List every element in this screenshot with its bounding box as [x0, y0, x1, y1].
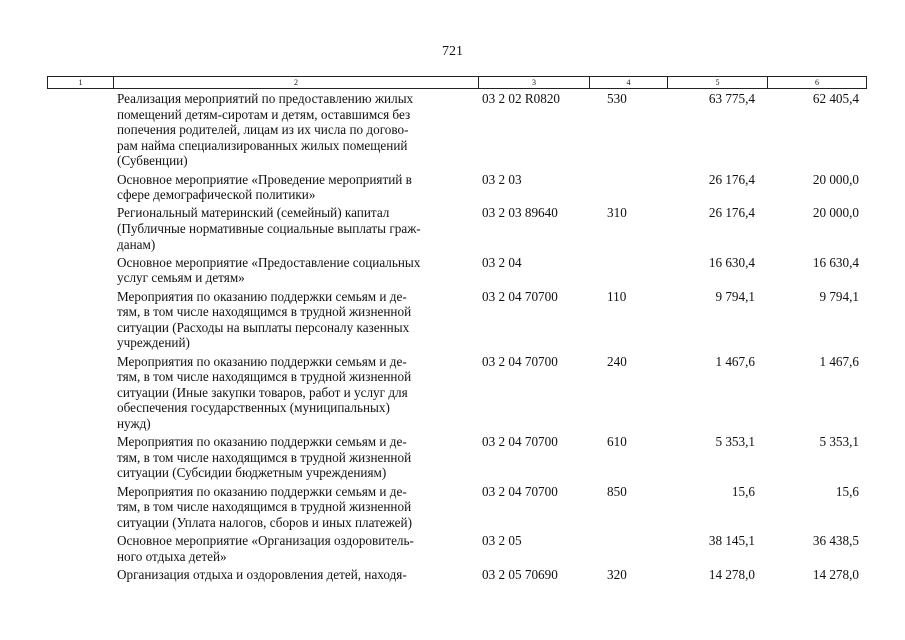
row-name: [117, 205, 469, 252]
row-value-col6: 36 438,5: [812, 533, 859, 548]
row-name-line: ситуации (Уплата налогов, сборов и иных платежей): [117, 514, 412, 530]
row-value-col5: 14 278,0: [708, 566, 755, 582]
column-number-1: 1: [78, 78, 83, 87]
row-name-line: рам найма специализированных жилых помещений: [117, 137, 408, 153]
row-name-line: Мероприятия по оказанию поддержки семьям и де-: [117, 353, 407, 369]
row-code: 03 2 05: [482, 533, 522, 548]
row-code: 03 2 02 R0820: [482, 91, 561, 106]
row-name-line: Основное мероприятие «Организация оздоровитель-: [117, 533, 414, 548]
row-name: [117, 172, 469, 203]
row-name-line: нужд): [117, 415, 151, 431]
row-name-line: ситуации (Субсидии бюджетным учреждениям): [117, 465, 387, 481]
row-name: [117, 289, 469, 351]
row-name-line: обеспечения государственных (муниципальных): [117, 400, 390, 416]
row-expense-type: 320: [607, 566, 627, 582]
page-number: 721: [442, 44, 463, 59]
row-name-line: тям, в том числе находящимся в трудной жизненной: [117, 499, 412, 515]
row-value-col5: 63 775,4: [708, 91, 755, 106]
row-code: 03 2 05 70690: [482, 566, 558, 582]
row-value-col5: 16 630,4: [708, 254, 755, 270]
row-value-col6: 9 794,1: [819, 288, 859, 304]
row-name-line: тям, в том числе находящимся в трудной жизненной: [117, 369, 412, 385]
row-code: 03 2 04 70700: [482, 353, 558, 369]
row-name: [117, 354, 469, 432]
row-value-col5: 9 794,1: [715, 288, 755, 304]
column-number-6: 6: [767, 77, 866, 88]
row-value-col5: 15,6: [731, 483, 755, 499]
row-value-col5: 5 353,1: [715, 434, 755, 450]
row-code: 03 2 03: [482, 171, 522, 187]
row-code: 03 2 04 70700: [482, 483, 558, 499]
row-code: 03 2 04 70700: [482, 434, 558, 450]
row-name: [117, 434, 469, 481]
row-name-line: помещений детям-сиротам и детям, оставшимся без: [117, 106, 411, 122]
row-value-col6: 5 353,1: [819, 434, 859, 450]
row-name-line: Реализация мероприятий по предоставлению жилых: [117, 91, 414, 106]
row-expense-type: 240: [607, 353, 627, 369]
row-expense-type: 110: [607, 288, 627, 304]
row-value-col6: 20 000,0: [812, 171, 859, 187]
row-name: [117, 91, 469, 169]
column-number-3: 3: [478, 77, 589, 88]
row-name-line: (Публичные нормативные социальные выплаты граж-: [117, 220, 421, 236]
row-name: [117, 533, 469, 564]
row-name-line: Мероприятия по оказанию поддержки семьям и де-: [117, 483, 407, 499]
row-code: 03 2 03 89640: [482, 205, 558, 221]
row-name: [117, 255, 469, 286]
row-name-line: тям, в том числе находящимся в трудной жизненной: [117, 449, 412, 465]
row-value-col6: 20 000,0: [812, 205, 859, 221]
row-name-line: Организация отдыха и оздоровления детей, находя-: [117, 566, 407, 582]
row-value-col6: 14 278,0: [812, 566, 859, 582]
row-name-line: сфере демографической политики»: [117, 187, 316, 203]
row-name-line: ного отдыха детей»: [117, 548, 227, 564]
row-expense-type: 310: [607, 205, 627, 221]
row-name-line: попечения родителей, лицам из их числа по догово-: [117, 122, 409, 138]
row-value-col6: 1 467,6: [819, 353, 859, 369]
column-number-4: 4: [589, 77, 667, 88]
row-value-col6: 16 630,4: [812, 254, 859, 270]
row-value-col5: 26 176,4: [708, 205, 755, 221]
row-value-col5: 38 145,1: [708, 533, 755, 548]
row-name-line: ситуации (Расходы на выплаты персоналу казенных: [117, 319, 410, 335]
column-number-header: [47, 76, 867, 89]
row-name-line: тям, в том числе находящимся в трудной жизненной: [117, 304, 412, 320]
row-name-line: Региональный материнский (семейный) капитал: [117, 205, 390, 221]
row-name: [117, 567, 469, 583]
row-expense-type: 530: [607, 91, 627, 106]
column-number-5: 5: [667, 77, 767, 88]
row-value-col5: 1 467,6: [715, 353, 755, 369]
row-value-col6: 15,6: [835, 483, 859, 499]
row-name-line: учреждений): [117, 335, 190, 351]
row-name-line: услуг семьям и детям»: [117, 270, 245, 286]
column-number-2: 2: [113, 77, 478, 88]
row-name-line: Мероприятия по оказанию поддержки семьям и де-: [117, 434, 407, 450]
row-name-line: ситуации (Иные закупки товаров, работ и услуг для: [117, 384, 408, 400]
row-name: [117, 484, 469, 531]
row-value-col6: 62 405,4: [812, 91, 859, 106]
row-name-line: (Субвенции): [117, 153, 188, 169]
row-expense-type: 610: [607, 434, 627, 450]
row-name-line: Основное мероприятие «Проведение мероприятий в: [117, 171, 412, 187]
row-expense-type: 850: [607, 483, 627, 499]
row-value-col5: 26 176,4: [708, 171, 755, 187]
row-name-line: Основное мероприятие «Предоставление социальных: [117, 254, 421, 270]
row-code: 03 2 04: [482, 254, 522, 270]
row-code: 03 2 04 70700: [482, 288, 558, 304]
row-name-line: Мероприятия по оказанию поддержки семьям и де-: [117, 288, 407, 304]
row-name-line: данам): [117, 236, 156, 252]
